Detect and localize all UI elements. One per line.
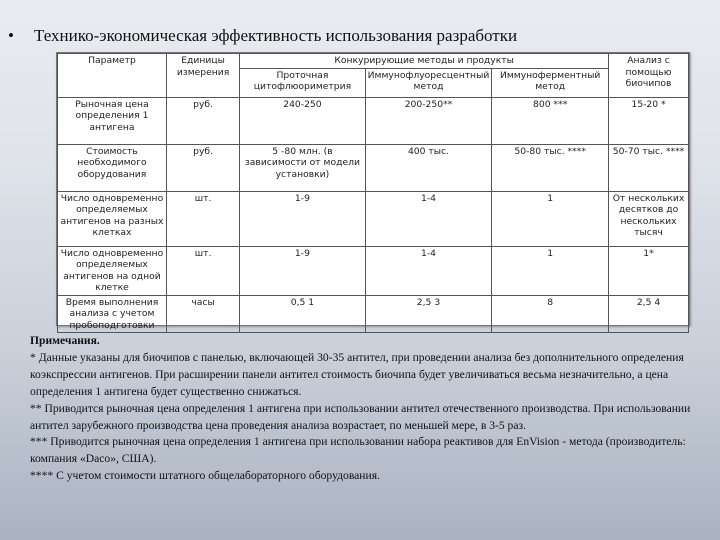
comparison-table <box>57 53 689 333</box>
cell-enz: 1 <box>492 246 609 295</box>
cell-chip: 15-20 * <box>609 97 689 144</box>
header-ifa-enz: Иммуноферментный метод <box>492 68 609 97</box>
notes-section <box>30 333 692 485</box>
cell-fluor: 400 тыс. <box>365 144 492 191</box>
cell-enz: 8 <box>492 295 609 333</box>
cell-chip: 50-70 тыс. **** <box>609 144 689 191</box>
header-competing: Конкурирующие методы и продукты <box>240 54 609 69</box>
comparison-table-container <box>56 52 690 331</box>
table-row <box>58 295 689 333</box>
cell-enz: 1 <box>492 191 609 246</box>
cell-flow: 240-250 <box>240 97 365 144</box>
cell-unit: шт. <box>166 246 239 295</box>
cell-fluor: 1-4 <box>365 246 492 295</box>
cell-fluor: 1-4 <box>365 191 492 246</box>
note-item: **** С учетом стоимости штатного общелабораторного оборудования. <box>30 469 380 483</box>
title-text: Технико-экономическая эффективность использования разработки <box>34 26 518 45</box>
header-units: Единицы измерения <box>166 54 239 98</box>
table-row <box>58 191 689 246</box>
header-biochip: Анализ с помощью биочипов <box>609 54 689 98</box>
cell-enz: 50-80 тыс. **** <box>492 144 609 191</box>
cell-param: Рыночная цена определения 1 антигена <box>58 97 167 144</box>
slide-title <box>8 26 517 46</box>
cell-unit: шт. <box>166 191 239 246</box>
table-row <box>58 97 689 144</box>
cell-param: Число одновременно определяемых антигенов на одной клетке <box>58 246 167 295</box>
note-item: * Данные указаны для биочипов с панелью, включающей 30-35 антител, при проведении анализа без дополнительного определения коэкспрессии антигенов. При расширении панели антител стоимость биочипа будет увеличиваться весьма незначительно, а цена определения 1 антигена будет существенно снижаться. <box>30 350 684 398</box>
header-flow: Проточная цитофлюориметрия <box>240 68 365 97</box>
cell-unit: часы <box>166 295 239 333</box>
cell-fluor: 2,5 3 <box>365 295 492 333</box>
bullet: • <box>8 26 14 45</box>
cell-param: Число одновременно определяемых антигенов на разных клетках <box>58 191 167 246</box>
table-row <box>58 246 689 295</box>
cell-chip: 2,5 4 <box>609 295 689 333</box>
cell-flow: 0,5 1 <box>240 295 365 333</box>
cell-param: Стоимость необходимого оборудования <box>58 144 167 191</box>
notes-heading: Примечания. <box>30 334 100 347</box>
header-param: Параметр <box>58 54 167 98</box>
cell-unit: руб. <box>166 144 239 191</box>
note-item: *** Приводится рыночная цена определения 1 антигена при использовании набора реактивов для EnVision - метода (производитель: компания «Dacо», США). <box>30 435 686 466</box>
cell-enz: 800 *** <box>492 97 609 144</box>
cell-flow: 1-9 <box>240 246 365 295</box>
table-row <box>58 144 689 191</box>
cell-flow: 1-9 <box>240 191 365 246</box>
cell-flow: 5 -80 млн. (в зависимости от модели установки) <box>240 144 365 191</box>
cell-param: Время выполнения анализа с учетом пробоподготовки <box>58 295 167 333</box>
cell-unit: руб. <box>166 97 239 144</box>
cell-chip: 1* <box>609 246 689 295</box>
note-item: ** Приводится рыночная цена определения 1 антигена при использовании антител отечественного производства. При использовании антител зарубежного производства цена проведения анализа возрастает, по меньшей мере, в 3-5 раз. <box>30 401 691 432</box>
cell-chip: От нескольких десятков до нескольких тысяч <box>609 191 689 246</box>
cell-fluor: 200-250** <box>365 97 492 144</box>
header-ifa-fluor: Иммунофлуоресцентный метод <box>365 68 492 97</box>
